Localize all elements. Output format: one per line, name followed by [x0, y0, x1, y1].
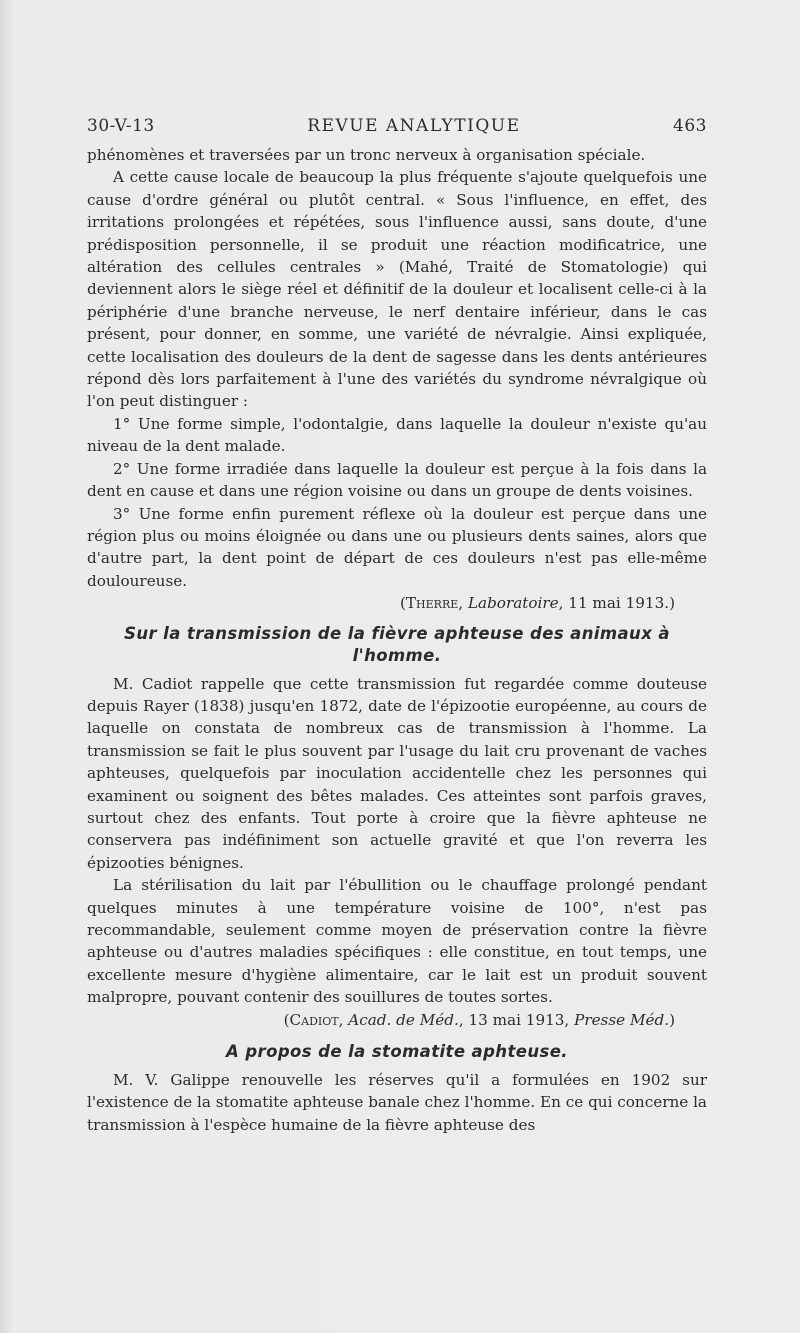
citation-2-date: , 13 mai 1913,: [458, 1010, 575, 1029]
paragraph-4: 2° Une forme irradiée dans laquelle la douleur est perçue à la fois dans la dent en cause et dans une région voisine ou dans un groupe de dents voisines.: [87, 459, 707, 501]
section-2-heading: Sur la transmission de la fièvre aphteuse des animaux à l'homme.: [124, 623, 670, 665]
citation-2-author: Cadiot: [289, 1010, 339, 1029]
page-content: [87, 116, 707, 1136]
paragraph-5: 3° Une forme enfin purement réflexe où la douleur est perçue dans une région plus ou moins éloignée ou dans une ou plusieurs dents saines, alors que d'autre part, la dent point de départ de ces douleurs n'est pas elle-même douloureuse.: [87, 504, 707, 590]
page-number: 463: [673, 116, 707, 136]
paragraph-2: A cette cause locale de beaucoup la plus fréquente s'ajoute quelquefois une cause d'ordre général ou plutôt central. « Sous l'influence, en effet, des irritations prolongées et répétées, sous l'influence aussi, sans doute, d'une prédisposition personnelle, il se produit une réaction modificatrice, une altération des cellules centrales » (Mahé, Traité de Stomatologie) qui deviennent alors le siège réel et définitif de la douleur et localisent celle-ci à la périphérie d'une branche nerveuse, le nerf dentaire inférieur, dans le cas présent, pour donner, en somme, une variété de névralgie. Ainsi expliquée, cette localisation des douleurs de la dent de sagesse dans les dents antérieures répond dès lors parfaitement à l'une des variétés du syndrome névralgique où l'on peut distinguer :: [87, 168, 707, 411]
section-2-paragraph-1: M. Cadiot rappelle que cette transmission fut regardée comme douteuse depuis Rayer (1838) jusqu'en 1872, date de l'épizootie européenne, au cours de laquelle on constata de nombreux cas de transmission à l'homme. La transmission se fait le plus souvent par l'usage du lait cru provenant de vaches aphteuses, quelquefois par inoculation accidentelle chez les personnes qui examinent ou soignent des bêtes malades. Ces atteintes sont parfois graves, surtout chez des enfants. Tout porte à croire que la fièvre aphteuse ne conservera pas indéfiniment son actuelle gravité et que l'on reverra les épizooties bénignes.: [87, 674, 707, 872]
citation-1-source: Laboratoire: [467, 594, 559, 613]
citation-2-source: Acad. de Méd.: [348, 1010, 459, 1029]
citation-1: (Therre, Laboratoire, 11 mai 1913.): [399, 594, 675, 613]
section-2-paragraph-2: La stérilisation du lait par l'ébullition ou le chauffage prolongé pendant quelques minutes à une température voisine de 100°, n'est pas recommandable, seulement comme moyen de préservation contre la fièvre aphteuse ou d'autres maladies spécifiques : elle constitue, en tout temps, une excellente mesure d'hygiène alimentaire, car le lait est un produit souvent malpropre, pouvant contenir des souillures de toutes sortes.: [87, 876, 707, 1007]
citation-1-author: Therre: [405, 594, 459, 613]
section-3-paragraph: M. V. Galippe renouvelle les réserves qu'il a formulées en 1902 sur l'existence de la stomatite aphteuse banale chez l'homme. En ce qui concerne la transmission à l'espèce humaine de la fièvre aphteuse des: [87, 1071, 707, 1134]
citation-2-source2: Presse Méd.: [574, 1010, 670, 1029]
paragraph-1: phénomènes et traversées par un tronc nerveux à organisation spéciale.: [87, 146, 646, 164]
running-header: [87, 116, 707, 136]
citation-2: (Cadiot, Acad. de Méd., 13 mai 1913, Presse Méd.): [283, 1010, 675, 1029]
header-date: 30-V-13: [87, 116, 155, 136]
header-title: REVUE ANALYTIQUE: [307, 116, 521, 136]
citation-1-date: , 11 mai 1913.: [558, 594, 670, 613]
paragraph-3: 1° Une forme simple, l'odontalgie, dans laquelle la douleur n'existe qu'au niveau de la dent malade.: [87, 414, 707, 456]
section-3-heading: A propos de la stomatite aphteuse.: [226, 1042, 568, 1062]
